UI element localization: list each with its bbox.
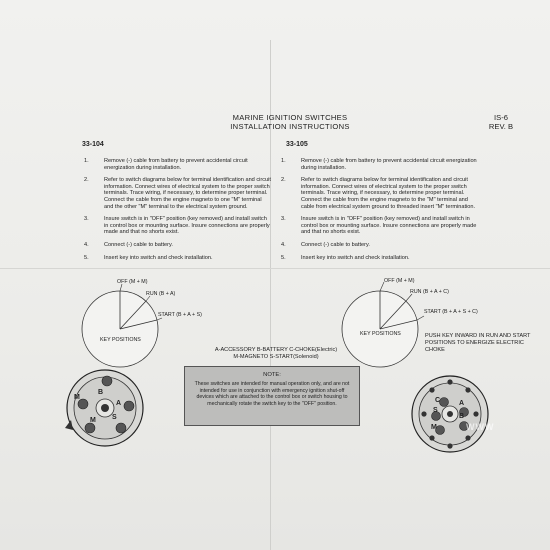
right-switch-terminal-diagram [410, 374, 490, 454]
title-line-2: INSTALLATION INSTRUCTIONS [230, 122, 350, 131]
step-number: 2. [84, 177, 89, 184]
step-number: 4. [84, 241, 89, 248]
right-step [281, 158, 477, 171]
step-text: Insert key into switch and check installation. [301, 254, 410, 261]
step-text: Refer to switch diagrams below for terminal identification and circuit information. Connect wires of electrical system to the proper switch terminals. Trace wiring, if necessary, to determine proper terminal. Connect the cable from the engine magneto to the "M" terminal and cable from electrical system ground to threaded insert "M" termination. [301, 177, 476, 210]
step-number: 2. [281, 177, 286, 184]
left-step [84, 177, 272, 210]
step-text: Insert key into switch and check installation. [104, 254, 213, 261]
doc-number: IS-6 [494, 113, 508, 122]
step-text: Remove (-) cable from battery to prevent accidental circuit energization during installation. [301, 158, 477, 171]
document-number [476, 113, 526, 131]
note-title: NOTE: [263, 372, 281, 378]
step-text: Insure switch is in "OFF" position (key removed) and install switch in control box or mounting surface. Insure connections are properly made and that no shorts exist. [301, 216, 477, 236]
left-off-label: OFF (M + M) [117, 279, 148, 285]
left-terminal-m-2: M [90, 417, 96, 424]
step-text: Remove (-) cable from battery to prevent accidental circuit energization during installation. [104, 158, 248, 171]
right-terminal-s: S [433, 407, 438, 414]
step-number: 1. [84, 158, 89, 164]
left-key-positions-diagram [80, 282, 200, 372]
right-run-label: RUN (B + A + C) [410, 289, 449, 295]
left-run-label: RUN (B + A) [146, 291, 176, 297]
right-step [281, 255, 477, 262]
document-title [200, 113, 380, 131]
left-step [84, 216, 272, 236]
left-step [84, 255, 272, 262]
step-number: 5. [84, 254, 89, 261]
right-off-label: OFF (M + M) [384, 278, 415, 284]
right-steps [281, 158, 477, 267]
terminal-legend [186, 347, 366, 361]
left-step [84, 158, 272, 171]
right-key-positions-label: KEY POSITIONS [360, 331, 401, 337]
right-model-number: 33-105 [286, 141, 308, 148]
fold-line-horizontal [0, 268, 550, 269]
left-terminal-b: B [98, 389, 104, 396]
note-box [184, 366, 360, 426]
left-terminal-s: S [112, 414, 117, 421]
step-number: 1. [281, 158, 286, 164]
step-text: Connect (-) cable to battery. [104, 241, 173, 248]
right-terminal-a: A [459, 400, 465, 407]
left-switch-terminal-diagram [65, 368, 145, 448]
step-number: 3. [281, 216, 286, 223]
left-terminal-a: A [116, 400, 122, 407]
right-terminal-m: M [431, 424, 437, 431]
left-terminal-m-1: M [74, 394, 80, 401]
push-key-note: PUSH KEY INWARD IN RUN AND START POSITIONS TO ENERGIZE ELECTRIC CHOKE [425, 333, 531, 353]
left-model-number: 33-104 [82, 141, 104, 148]
left-step [84, 242, 272, 249]
step-text: Connect (-) cable to battery. [301, 241, 370, 248]
right-terminal-b: B [459, 413, 465, 420]
legend-line-1: A-ACCESSORY B-BATTERY C-CHOKE(Electric) [214, 347, 338, 353]
left-steps [84, 158, 272, 267]
legend-line-2: M-MAGNETO S-START(Solenoid) [233, 354, 319, 360]
step-number: 5. [281, 254, 286, 261]
doc-revision: REV. B [488, 122, 514, 131]
step-text: Refer to switch diagrams below for terminal identification and circuit information. Connect wires of electrical system to the proper switch terminals. Trace wiring, if necessary, to determine proper terminal. Connect the cable from the engine magneto to one "M" terminal and the other "M" terminal to the electrical system ground. [104, 177, 271, 210]
right-step [281, 242, 477, 249]
right-terminal-c: C [435, 397, 441, 404]
step-number: 4. [281, 241, 286, 248]
right-step [281, 216, 477, 236]
right-start-label: START (B + A + S + C) [424, 309, 478, 315]
left-start-label: START (B + A + S) [158, 312, 202, 318]
left-key-positions-label: KEY POSITIONS [100, 337, 141, 343]
right-step [281, 177, 477, 210]
step-text: Insure switch is in "OFF" position (key removed) and install switch in control box or mounting surface. Insure connections are properly made and that no shorts exist. [104, 216, 270, 236]
watermark: WWW [466, 422, 495, 432]
note-text: These switches are intended for manual operation only, and are not intended for use in conjunction with emergency ignition shut-off devices which are attached to the control box or switch housing to mechanically rotate the switch key to the "OFF" position. [194, 381, 350, 407]
step-number: 3. [84, 216, 89, 223]
title-line-1: MARINE IGNITION SWITCHES [232, 113, 348, 122]
